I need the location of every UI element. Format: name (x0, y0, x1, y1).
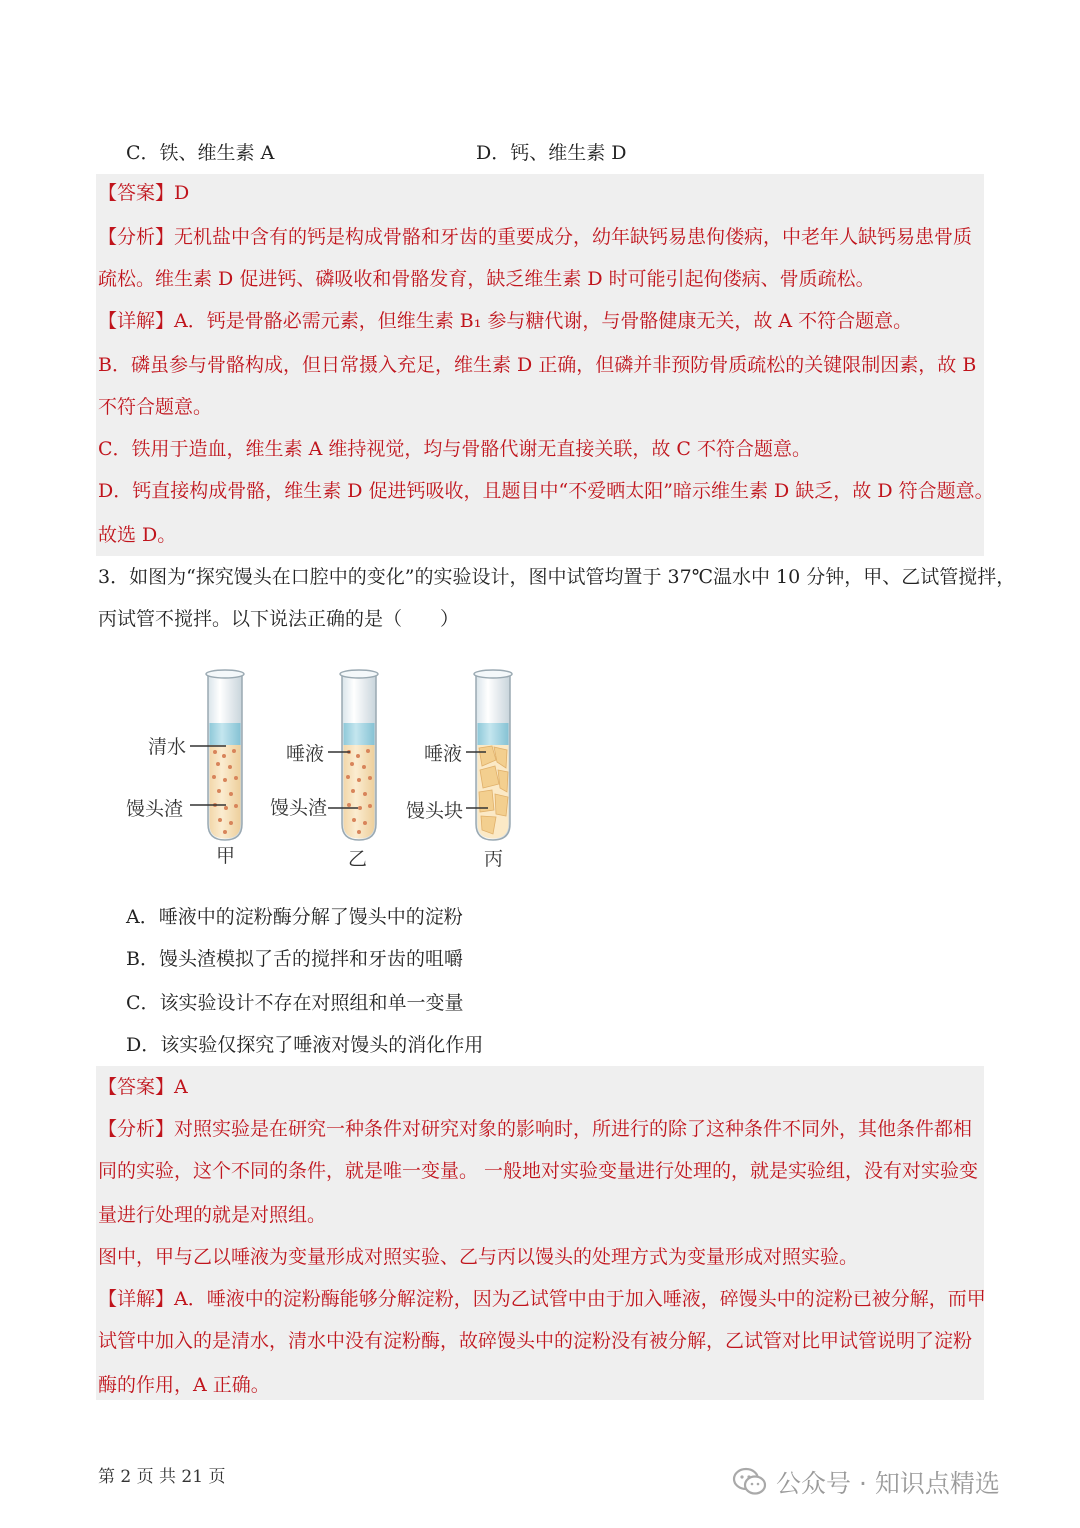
tube-jia-lower-label: 馒头渣 (126, 798, 184, 820)
tube-bing-name: 丙 (484, 848, 504, 870)
option-c-prev: C．铁、维生素 A (126, 142, 275, 164)
watermark (732, 1462, 1000, 1502)
q3-option-c: C．该实验设计不存在对照组和单一变量 (126, 992, 464, 1014)
q2-analysis-line: 疏松。维生素 D 促进钙、磷吸收和骨骼发育，缺乏维生素 D 时可能引起佝偻病、骨质疏松。 (98, 268, 875, 290)
tube-yi (340, 670, 378, 840)
q3-analysis-line: 同的实验，这个不同的条件，就是唯一变量。 一般地对实验变量进行处理的，就是实验组，没有对实验变 (98, 1160, 979, 1182)
tube-bing-upper-label: 唾液 (424, 743, 463, 765)
option-d-prev: D．钙、维生素 D (476, 142, 627, 164)
q3-answer: 【答案】A (98, 1076, 188, 1098)
page-number: 第 2 页 共 21 页 (98, 1467, 226, 1487)
test-tube-figure (110, 660, 550, 875)
q2-detail-line: 不符合题意。 (98, 396, 213, 418)
tube-jia-upper-label: 清水 (148, 736, 187, 758)
q3-detail-line: 酶的作用，A 正确。 (98, 1374, 270, 1396)
q3-analysis-line: 量进行处理的就是对照组。 (98, 1204, 327, 1226)
q3-option-a: A．唾液中的淀粉酶分解了馒头中的淀粉 (126, 906, 463, 928)
q3-stem-line: 3．如图为“探究馒头在口腔中的变化”的实验设计，图中试管均置于 37℃温水中 10 分钟，甲、乙试管搅拌， (98, 566, 1016, 588)
wechat-icon (732, 1466, 768, 1498)
q3-option-d: D．该实验仅探究了唾液对馒头的消化作用 (126, 1034, 484, 1056)
tube-bing-lower-label: 馒头块 (406, 800, 464, 822)
q2-detail-line: 【详解】A．钙是骨骼必需元素，但维生素 B₁ 参与糖代谢，与骨骼健康无关，故 A 不符合题意。 (98, 310, 913, 332)
tube-jia (206, 670, 244, 840)
tube-bing (474, 670, 512, 840)
q2-detail-line: 故选 D。 (98, 524, 177, 546)
q3-option-b: B．馒头渣模拟了舌的搅拌和牙齿的咀嚼 (126, 948, 463, 970)
q2-detail-line: D．钙直接构成骨骼，维生素 D 促进钙吸收，且题目中“不爱晒太阳”暗示维生素 D 缺乏，故 D 符合题意。 (98, 480, 994, 502)
tube-jia-name: 甲 (216, 845, 236, 867)
q3-detail-line: 【详解】A．唾液中的淀粉酶能够分解淀粉，因为乙试管中由于加入唾液，碎馒头中的淀粉已被分解，而甲 (98, 1288, 986, 1310)
q3-stem-line: 丙试管不搅拌。以下说法正确的是（ ） (98, 608, 460, 630)
tube-yi-upper-label: 唾液 (286, 743, 325, 765)
tube-yi-name: 乙 (348, 848, 368, 870)
q2-detail-line: C．铁用于造血，维生素 A 维持视觉，均与骨骼代谢无直接关联，故 C 不符合题意。 (98, 438, 811, 460)
q2-answer: 【答案】D (98, 182, 190, 204)
watermark-text: 公众号 · 知识点精选 (776, 1469, 1000, 1498)
q2-detail-line: B．磷虽参与骨骼构成，但日常摄入充足，维生素 D 正确，但磷并非预防骨质疏松的关键限制因素，故 B (98, 354, 977, 376)
q3-analysis-line: 【分析】对照实验是在研究一种条件对研究对象的影响时，所进行的除了这种条件不同外，其他条件都相 (98, 1118, 973, 1140)
q3-detail-line: 试管中加入的是清水，清水中没有淀粉酶，故碎馒头中的淀粉没有被分解，乙试管对比甲试管说明了淀粉 (98, 1330, 973, 1352)
tube-yi-lower-label: 馒头渣 (270, 797, 328, 819)
q2-analysis-line: 【分析】无机盐中含有的钙是构成骨骼和牙齿的重要成分，幼年缺钙易患佝偻病，中老年人缺钙易患骨质 (98, 226, 973, 248)
q3-analysis-line: 图中，甲与乙以唾液为变量形成对照实验、乙与丙以馒头的处理方式为变量形成对照实验。 (98, 1246, 859, 1268)
